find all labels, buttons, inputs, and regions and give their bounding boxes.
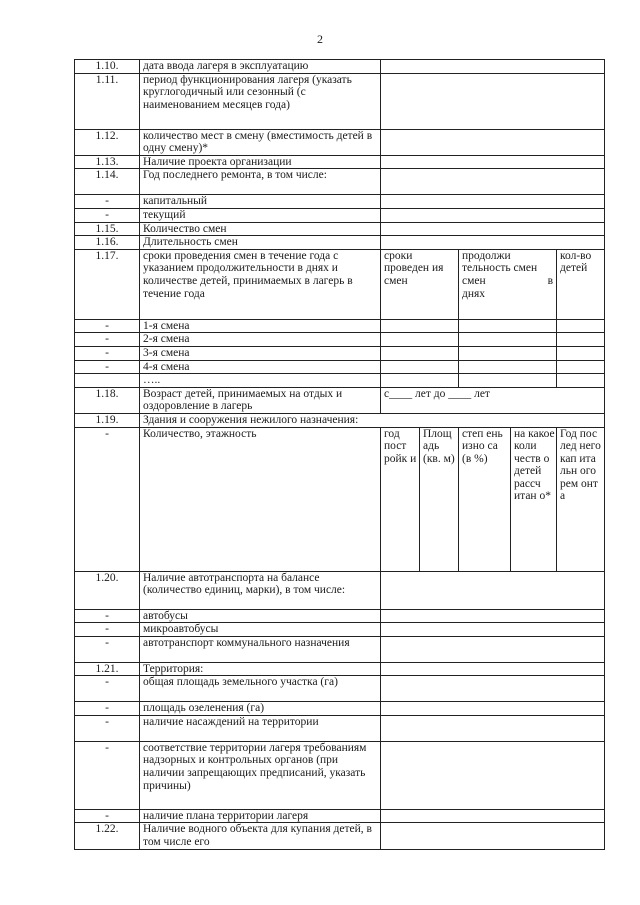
- table-row: [75, 129, 605, 155]
- value-cell: [557, 360, 605, 374]
- row-number: -: [75, 809, 140, 823]
- value-cell: [381, 623, 605, 637]
- column-header-repair-year: Год пос лед него кап ита льн ого рем онт а: [557, 427, 605, 571]
- value-cell: [381, 374, 459, 388]
- row-number: -: [75, 208, 140, 222]
- value-cell: [557, 346, 605, 360]
- value-cell: [381, 155, 605, 169]
- duration-header-line3: днях: [462, 287, 486, 300]
- table-row: [75, 374, 605, 388]
- row-number: -: [75, 676, 140, 702]
- value-cell: [459, 374, 557, 388]
- duration-header-word: смен: [462, 274, 486, 287]
- row-label: сроки проведения смен в течение года с указанием продолжительности в днях и количестве детей, принимаемых в лагерь в течение года: [140, 249, 381, 319]
- row-number: -: [75, 702, 140, 716]
- table-row: [75, 823, 605, 849]
- row-number: 1.22.: [75, 823, 140, 849]
- table-row: [75, 169, 605, 195]
- row-label: Длительность смен: [140, 236, 381, 250]
- value-cell: [381, 129, 605, 155]
- camp-info-table: [74, 59, 605, 850]
- table-row: [75, 249, 605, 319]
- table-row: [75, 636, 605, 662]
- value-cell: [381, 715, 605, 741]
- row-label: микроавтобусы: [140, 623, 381, 637]
- row-label: 4-я смена: [140, 360, 381, 374]
- row-label: площадь озеленения (га): [140, 702, 381, 716]
- row-number: 1.21.: [75, 662, 140, 676]
- table-row: [75, 208, 605, 222]
- row-number: 1.10.: [75, 60, 140, 74]
- row-number: -: [75, 623, 140, 637]
- row-number: 1.19.: [75, 413, 140, 427]
- row-label: Здания и сооружения нежилого назначения:: [140, 413, 605, 427]
- column-header-duration: [459, 249, 557, 319]
- row-number: 1.12.: [75, 129, 140, 155]
- row-label: автобусы: [140, 609, 381, 623]
- row-number: 1.13.: [75, 155, 140, 169]
- value-cell: [381, 809, 605, 823]
- table-row: [75, 662, 605, 676]
- row-label: Год последнего ремонта, в том числе:: [140, 169, 381, 195]
- value-cell: [381, 360, 459, 374]
- row-label: Наличие автотранспорта на балансе (количество единиц, марки), в том числе:: [140, 571, 381, 609]
- row-label: 2-я смена: [140, 333, 381, 347]
- row-number: 1.17.: [75, 249, 140, 319]
- value-cell: [381, 676, 605, 702]
- value-cell: [381, 636, 605, 662]
- value-cell: [381, 222, 605, 236]
- column-header-children: кол-во детей: [557, 249, 605, 319]
- table-row: [75, 676, 605, 702]
- row-label: наличие плана территории лагеря: [140, 809, 381, 823]
- value-cell: [381, 169, 605, 195]
- row-number: -: [75, 741, 140, 809]
- value-cell: [381, 741, 605, 809]
- row-label: общая площадь земельного участка (га): [140, 676, 381, 702]
- table-row: [75, 360, 605, 374]
- row-label: Возраст детей, принимаемых на отдых и оздоровление в лагерь: [140, 387, 381, 413]
- table-row: [75, 155, 605, 169]
- value-cell: [381, 208, 605, 222]
- value-cell: [381, 73, 605, 129]
- table-row: [75, 741, 605, 809]
- row-label: Количество, этажность: [140, 427, 381, 571]
- row-number: -: [75, 319, 140, 333]
- table-row: [75, 333, 605, 347]
- row-label: Количество смен: [140, 222, 381, 236]
- row-number: -: [75, 360, 140, 374]
- value-cell: [381, 346, 459, 360]
- row-number: [75, 374, 140, 388]
- row-label: период функционирования лагеря (указать круглогодичный или сезонный (с наименованием месяцев года): [140, 73, 381, 129]
- table-row: [75, 702, 605, 716]
- column-header-wear: степ ень изно са (в %): [459, 427, 511, 571]
- row-label: 1-я смена: [140, 319, 381, 333]
- value-cell: [381, 662, 605, 676]
- value-cell: [381, 236, 605, 250]
- row-number: 1.14.: [75, 169, 140, 195]
- duration-header-line1: продолжи тельность смен: [462, 249, 538, 275]
- value-cell: [381, 60, 605, 74]
- table-row: [75, 413, 605, 427]
- row-number: -: [75, 636, 140, 662]
- table-row: [75, 715, 605, 741]
- duration-header-preposition: в: [547, 274, 553, 287]
- column-header-area: Площ адь (кв. м): [420, 427, 459, 571]
- row-label: капитальный: [140, 195, 381, 209]
- value-cell: [557, 374, 605, 388]
- row-label: дата ввода лагеря в эксплуатацию: [140, 60, 381, 74]
- column-header-capacity: на какое коли честв о детей рассч итан о*: [511, 427, 557, 571]
- row-label: наличие насаждений на территории: [140, 715, 381, 741]
- table-row: [75, 73, 605, 129]
- table-row: [75, 387, 605, 413]
- value-cell: [459, 333, 557, 347]
- row-label: текущий: [140, 208, 381, 222]
- row-label: количество мест в смену (вместимость детей в одну смену)*: [140, 129, 381, 155]
- value-cell: [381, 319, 459, 333]
- table-row: [75, 609, 605, 623]
- row-label: …..: [140, 374, 381, 388]
- column-header-build-year: год пост ройк и: [381, 427, 420, 571]
- value-cell: [459, 360, 557, 374]
- value-cell: [381, 333, 459, 347]
- row-number: 1.15.: [75, 222, 140, 236]
- value-cell: [381, 609, 605, 623]
- table-row: [75, 623, 605, 637]
- table-row: [75, 319, 605, 333]
- row-label: Наличие проекта организации: [140, 155, 381, 169]
- value-cell: [459, 346, 557, 360]
- value-cell: [557, 333, 605, 347]
- table-row: [75, 571, 605, 609]
- row-number: -: [75, 715, 140, 741]
- table-row: [75, 236, 605, 250]
- table-row: [75, 809, 605, 823]
- table-row: [75, 222, 605, 236]
- table-row: [75, 346, 605, 360]
- table-row: [75, 427, 605, 571]
- row-number: -: [75, 195, 140, 209]
- value-cell: [381, 195, 605, 209]
- row-number: 1.11.: [75, 73, 140, 129]
- duration-header-line2: [462, 275, 553, 288]
- row-number: -: [75, 609, 140, 623]
- row-number: -: [75, 427, 140, 571]
- value-cell: [557, 319, 605, 333]
- row-label: автотранспорт коммунального назначения: [140, 636, 381, 662]
- value-cell: [381, 823, 605, 849]
- row-number: 1.18.: [75, 387, 140, 413]
- table-row: [75, 195, 605, 209]
- row-label: 3-я смена: [140, 346, 381, 360]
- column-header-dates: сроки проведен ия смен: [381, 249, 459, 319]
- value-cell: [381, 702, 605, 716]
- value-cell: [459, 319, 557, 333]
- page-number: 2: [317, 32, 323, 46]
- row-number: 1.20.: [75, 571, 140, 609]
- row-number: -: [75, 346, 140, 360]
- value-cell: [381, 571, 605, 609]
- table-row: [75, 60, 605, 74]
- row-label: соответствие территории лагеря требованиям надзорных и контрольных органов (при наличии запрещающих предписаний, указать причины): [140, 741, 381, 809]
- row-label: Наличие водного объекта для купания детей, в том числе его: [140, 823, 381, 849]
- row-label: Территория:: [140, 662, 381, 676]
- age-range-value: с____ лет до ____ лет: [381, 387, 605, 413]
- row-number: 1.16.: [75, 236, 140, 250]
- row-number: -: [75, 333, 140, 347]
